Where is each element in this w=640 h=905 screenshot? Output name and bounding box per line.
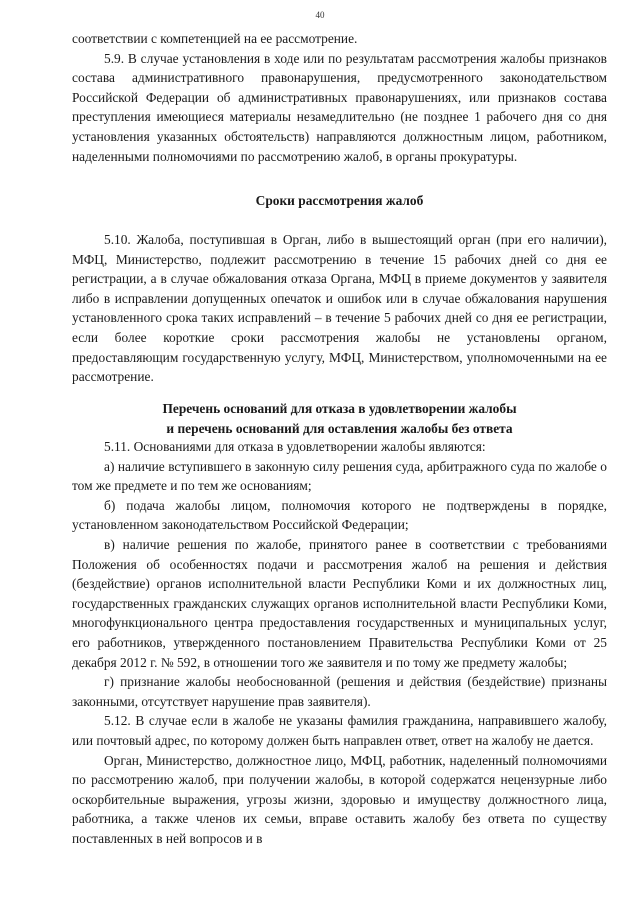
list-item-v: в) наличие решения по жалобе, принятого ранее в соответствии с требованиями Положения об особенностях подачи и рассмотрения жалоб на решения и действия (бездействие) органов исполнительной власти Республики Коми и их должностных лиц, государственных гражданских служащих органов исполнительной власти Республики Коми, многофункционального центра предоставления государственных и муниципальных услуг, его работников, утвержденного постановлением Правительства Республики Коми от 25 декабря 2012 г. № 592, в отношении того же заявителя и по тому же предмету жалобы; <box>72 536 607 670</box>
list-item-a: а) наличие вступившего в законную силу решения суда, арбитражного суда по жалобе о том же предмете и по тем же основаниям; <box>72 458 607 494</box>
section-heading-line-1: Перечень оснований для отказа в удовлетворении жалобы <box>162 401 517 416</box>
paragraph-5-12: 5.12. В случае если в жалобе не указаны фамилия гражданина, направившего жалобу, или почтовый адрес, по которому должен быть направлен ответ, ответ на жалобу не дается. <box>72 713 607 748</box>
text-block-5-10 <box>72 230 607 387</box>
text-block-5-11 <box>72 437 607 848</box>
section-heading-review-terms: Сроки рассмотрения жалоб <box>255 193 424 208</box>
paragraph-organ-rights: Орган, Министерство, должностное лицо, МФЦ, работник, наделенный полномочиями по рассмотрению жалоб, при получении жалобы, в которой содержатся нецензурные либо оскорбительные выражения, угрозы жизни, здоровью и имуществу должностного лица, работника, а также членов их семьи, вправе оставить жалобу без ответа по существу поставленных в ней вопросов и в <box>72 752 607 846</box>
paragraph-5-11: 5.11. Основаниями для отказа в удовлетворении жалобы являются: <box>104 439 486 454</box>
page-number: 40 <box>315 10 325 20</box>
paragraph-continuation: соответствии с компетенцией на ее рассмотрение. <box>72 31 358 46</box>
section-heading-line-2: и перечень оснований для оставления жалобы без ответа <box>166 420 513 436</box>
text-block-5-9 <box>72 29 607 166</box>
list-item-g: г) признание жалобы необоснованной (решения и действия (бездействие) признаны законными, отсутствует нарушение прав заявителя). <box>72 674 607 709</box>
list-item-b: б) подача жалобы лицом, полномочия которого не подтверждены в порядке, установленном законодательством Российской Федерации; <box>72 497 607 533</box>
paragraph-5-10: 5.10. Жалоба, поступившая в Орган, либо в вышестоящий орган (при его наличии), МФЦ, Министерство, подлежит рассмотрению в течение 15 рабочих дней со дня ее регистрации, а в случае обжалования отказа Органа, МФЦ в приеме документов у заявителя либо в исправлении допущенных опечаток и ошибок или в случае обжалования нарушения установленного срока таких исправлений – в течение 5 рабочих дней со дня ее регистрации, если более короткие сроки рассмотрения жалобы не установлены органом, предоставляющим государственную услугу, МФЦ, Министерством, уполномоченными на ее рассмотрение. <box>72 232 607 385</box>
paragraph-5-9: 5.9. В случае установления в ходе или по результатам рассмотрения жалобы признаков состава административного правонарушения, предусмотренного законодательством Российской Федерации об административных правонарушениях, или признаков состава преступления имеющиеся материалы незамедлительно (не позднее 1 рабочего дня со дня установления указанных обстоятельств) направляются должностным лицом, работником, наделенными полномочиями по рассмотрению жалоб, в органы прокуратуры. <box>72 50 607 164</box>
section-heading-refusal-grounds <box>72 399 607 438</box>
